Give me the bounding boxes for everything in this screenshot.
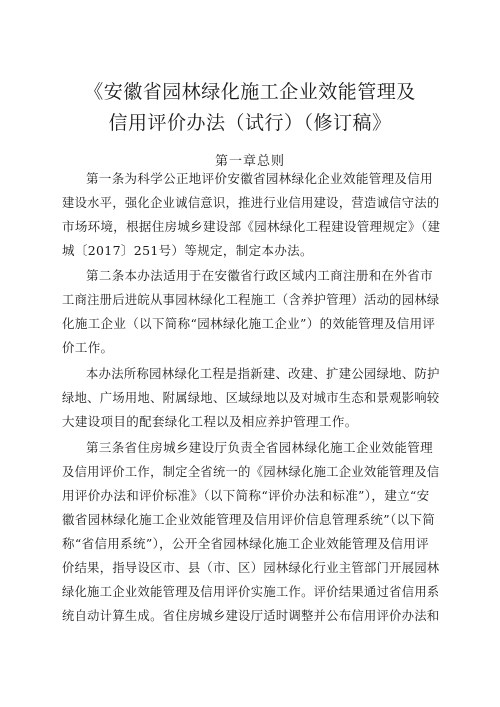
body-line: 城〔2017〕251号）等规定，制定本办法。	[62, 243, 313, 258]
body-line: 第二条本办法适用于在安徽省行政区域内工商注册和在外省市	[86, 268, 433, 283]
document-title-line-1: 《安徽省园林绿化施工企业效能管理及	[84, 81, 416, 103]
body-line: 本办法所称园林绿化工程是指新建、改建、扩建公园绿地、防护	[86, 366, 440, 381]
body-line: 绿地、广场用地、附属绿地、区域绿地以及对城市生态和景观影响较	[62, 390, 440, 405]
body-line: 价结果，指导设区市、县（市、区）园林绿化行业主管部门开展园林	[62, 560, 440, 575]
body-line: 及信用评价工作，制定全省统一的《园林绿化施工企业效能管理及信	[62, 464, 440, 479]
document-title-line-2: 信用评价办法（试行）（修订稿》	[108, 112, 392, 134]
body-line: 称“省信用系统”），公开全省园林绿化施工企业效能管理及信用评	[62, 536, 430, 551]
body-line: 化施工企业（以下简称“园林绿化施工企业”）的效能管理及信用评	[62, 316, 436, 331]
body-line: 第三条省住房城乡建设厅负责全省园林绿化施工企业效能管理	[86, 440, 433, 455]
body-line: 价工作。	[62, 340, 114, 355]
body-line: 建设水平，强化企业诚信意识，推进行业信用建设，营造诚信守法的	[62, 195, 440, 210]
body-line: 统自动计算生成。省住房城乡建设厅适时调整并公布信用评价办法和	[62, 608, 440, 623]
body-line: 大建设项目的配套绿化工程以及相应养护管理工作。	[62, 414, 358, 429]
body-line: 第一条为科学公正地评价安徽省园林绿化企业效能管理及信用	[86, 171, 433, 186]
body-line: 绿化施工企业效能管理及信用评价实施工作。评价结果通过省信用系	[62, 584, 440, 599]
body-line: 工商注册后进皖从事园林绿化工程施工（含养护管理）活动的园林绿	[62, 292, 440, 307]
body-line: 徽省园林绿化施工企业效能管理及信用评价信息管理系统”（以下简	[62, 512, 436, 527]
body-line: 市场环境，根据住房城乡建设部《园林绿化工程建设管理规定》（建	[62, 219, 441, 234]
body-line: 用评价办法和评价标准》（以下简称“评价办法和标准”），建立“安	[62, 488, 430, 503]
chapter-heading: 第一章总则	[214, 154, 285, 169]
